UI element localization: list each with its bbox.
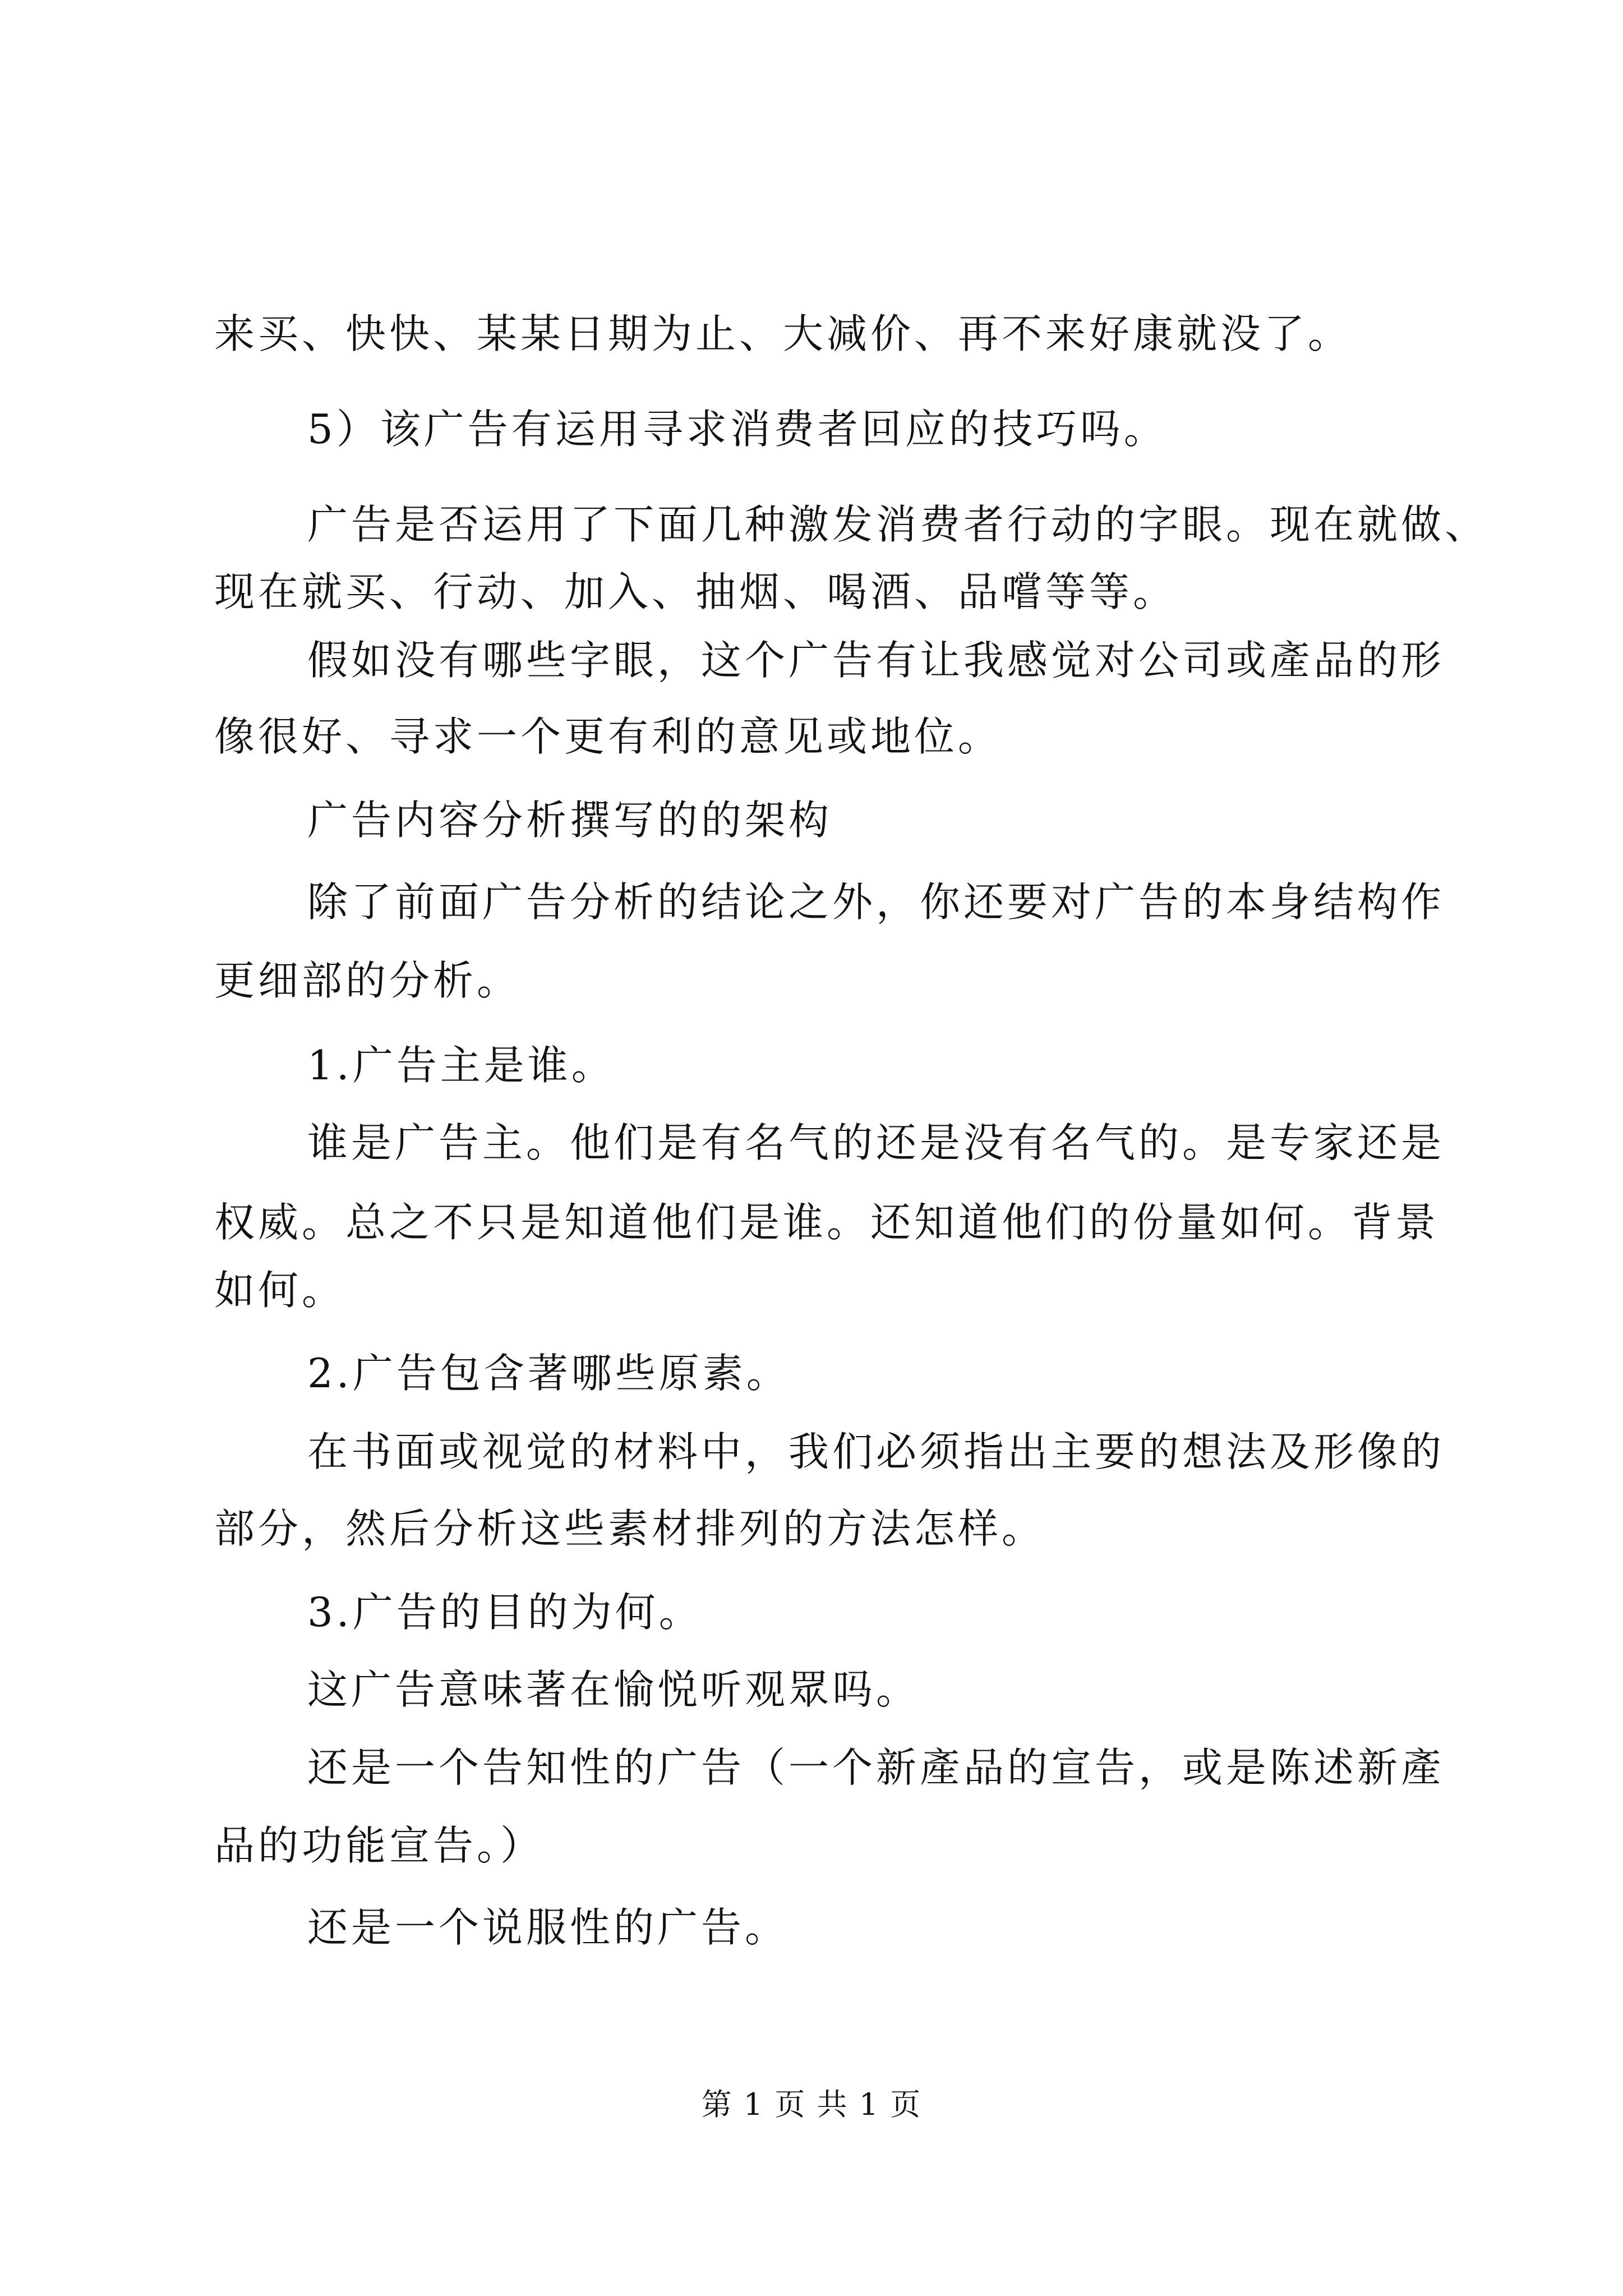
text-line: 来买、快快、某某日期为止、大减价、再不来好康就没了。 bbox=[214, 310, 1352, 357]
text-line: 广告内容分析撰写的的架构 bbox=[307, 797, 833, 844]
text-line: 如何。 bbox=[214, 1267, 346, 1314]
text-line: 3.广告的目的为何。 bbox=[307, 1589, 703, 1636]
text-line: 现在就买、行动、加入、抽烟、喝酒、品嚐等等。 bbox=[214, 568, 1177, 615]
text-line: 2.广告包含著哪些原素。 bbox=[307, 1350, 790, 1397]
text-line: 更细部的分析。 bbox=[214, 957, 521, 1004]
text-line: 还是一个说服性的广告。 bbox=[307, 1904, 789, 1951]
text-line: 像很好、寻求一个更有利的意见或地位。 bbox=[214, 713, 1002, 760]
text-line: 品的功能宣告。） bbox=[214, 1822, 545, 1869]
text-line: 假如没有哪些字眼，这个广告有让我感觉对公司或產品的形 bbox=[307, 637, 1445, 684]
text-line: 1.广告主是谁。 bbox=[307, 1042, 615, 1089]
text-line: 5）该广告有运用寻求消费者回应的技巧吗。 bbox=[307, 406, 1168, 453]
text-line: 还是一个告知性的广告（一个新產品的宣告，或是陈述新產 bbox=[307, 1744, 1445, 1791]
text-line: 这广告意味著在愉悦听观眾吗。 bbox=[307, 1666, 920, 1713]
text-line: 除了前面广告分析的结论之外，你还要对广告的本身结构作 bbox=[307, 878, 1445, 926]
text-line: 权威。总之不只是知道他们是谁。还知道他们的份量如何。背景 bbox=[214, 1199, 1440, 1246]
text-line: 广告是否运用了下面几种激发消费者行动的字眼。现在就做、 bbox=[307, 501, 1489, 548]
text-line: 部分，然后分析这些素材排列的方法怎样。 bbox=[214, 1505, 1046, 1552]
text-line: 在书面或视觉的材料中，我们必须指出主要的想法及形像的 bbox=[307, 1428, 1445, 1475]
text-line: 谁是广告主。他们是有名气的还是没有名气的。是专家还是 bbox=[307, 1119, 1445, 1166]
page-number-footer: 第 1 页 共 1 页 bbox=[701, 2087, 922, 2122]
